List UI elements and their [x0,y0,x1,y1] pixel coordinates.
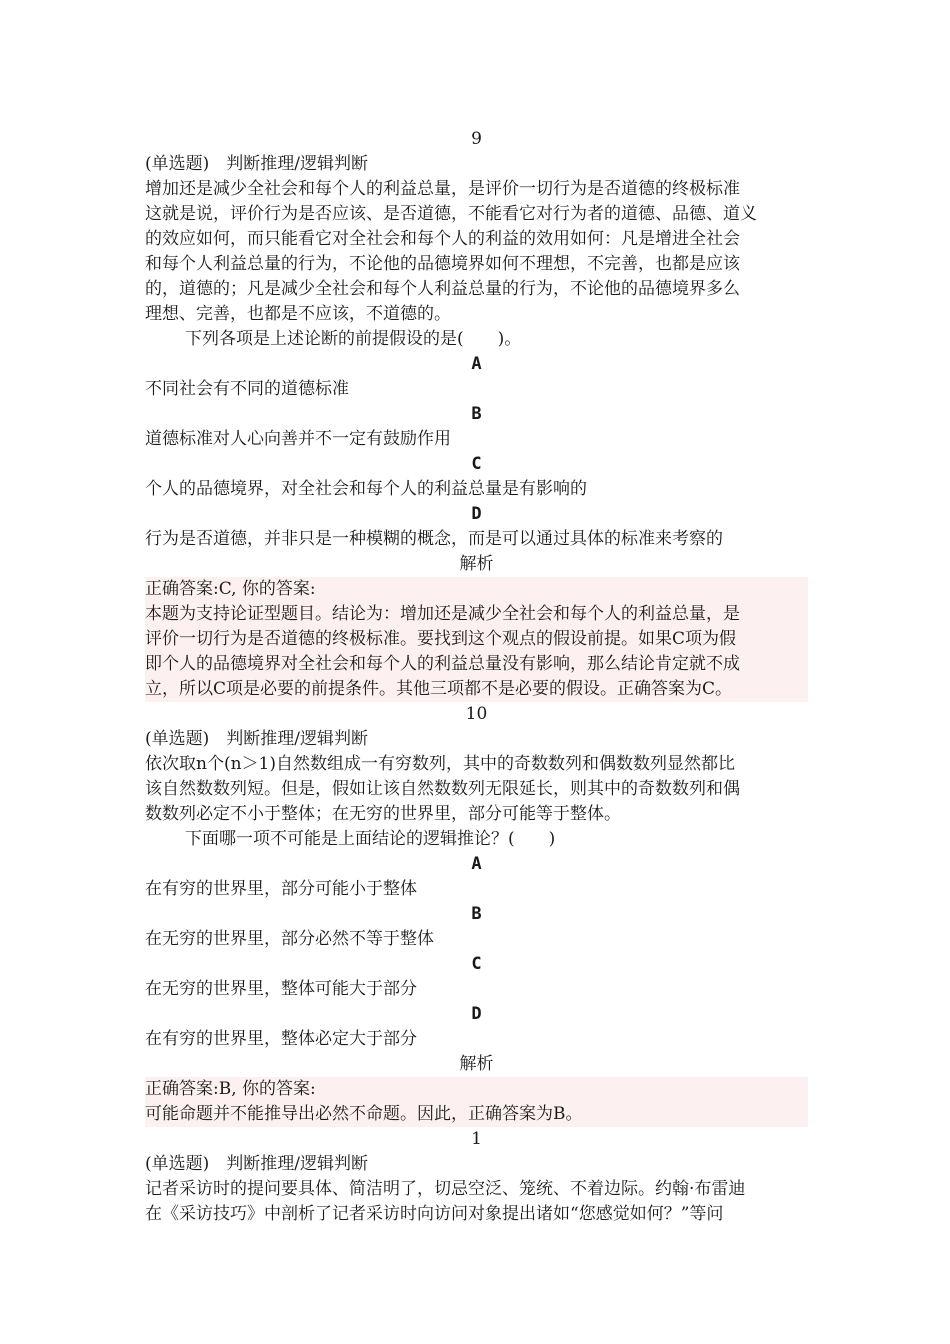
question-type: (单选题) 判断推理/逻辑判断 [145,154,368,174]
stem-line: 这就是说，评价行为是否应该、是否道德，不能看它对行为者的道德、品德、道义 [145,204,757,224]
question-type: (单选题) 判断推理/逻辑判断 [145,1154,368,1174]
option-text[interactable]: 在无穷的世界里，整体可能大于部分 [145,979,417,999]
stem-line: 依次取n个(n＞1)自然数组成一有穷数列，其中的奇数数列和偶数数列显然都比 [145,754,735,774]
analysis-label: 解析 [459,1054,494,1074]
stem-line: 数数列必定不小于整体；在无穷的世界里，部分可能等于整体。 [145,804,621,824]
option-letter[interactable]: C [471,454,482,474]
question-stem [145,177,808,327]
question-stem [145,1177,808,1227]
explanation-line: 即个人的品德境界对全社会和每个人的利益总量没有影响，那么结论肯定就不成 [145,654,740,674]
question-number: 10 [465,704,488,724]
question-block [145,127,808,702]
question-block [145,1127,808,1227]
stem-line: 和每个人利益总量的行为，不论他的品德境界如何不理想，不完善，也都是应该 [145,254,740,274]
analysis-label: 解析 [459,554,494,574]
explanation-line: 评价一切行为是否道德的终极标准。要找到这个观点的假设前提。如果C项为假 [145,629,737,649]
option-text[interactable]: 道德标准对人心向善并不一定有鼓励作用 [145,429,451,449]
option-letter[interactable]: C [471,954,482,974]
stem-line: 增加还是减少全社会和每个人的利益总量，是评价一切行为是否道德的终极标准 [145,179,740,199]
option-letter[interactable]: D [471,1004,482,1024]
explanation-line: 立，所以C项是必要的前提条件。其他三项都不是必要的假设。正确答案为C。 [145,679,733,699]
option-letter[interactable]: B [471,404,482,424]
question-prompt: 下面哪一项不可能是上面结论的逻辑推论？( ) [185,829,556,849]
option-text[interactable]: 在有穷的世界里，整体必定大于部分 [145,1029,417,1049]
option-letter[interactable]: D [471,504,482,524]
stem-line: 记者采访时的提问要具体、简洁明了，切忌空泛、笼统、不着边际。约翰·布雷迪 [145,1179,746,1199]
explanation-line: 可能命题并不能推导出必然不命题。因此，正确答案为B。 [145,1104,583,1124]
stem-line: 该自然数数列短。但是，假如让该自然数数列无限延长，则其中的奇数数列和偶 [145,779,740,799]
option-text[interactable]: 不同社会有不同的道德标准 [145,379,349,399]
question-number: 1 [471,1129,482,1149]
stem-line: 在《采访技巧》中剖析了记者采访时向访问对象提出诸如“您感觉如何？”等问 [145,1204,724,1224]
question-prompt: 下列各项是上述论断的前提假设的是( )。 [185,329,522,349]
option-text[interactable]: 个人的品德境界，对全社会和每个人的利益总量是有影响的 [145,479,587,499]
option-text[interactable]: 在无穷的世界里，部分必然不等于整体 [145,929,434,949]
answer-box [145,1077,808,1127]
option-letter[interactable]: A [471,854,482,874]
question-block [145,702,808,1127]
option-text[interactable]: 行为是否道德，并非只是一种模糊的概念，而是可以通过具体的标准来考察的 [145,529,723,549]
correct-answer: 正确答案:C, 你的答案: [145,579,316,599]
option-letter[interactable]: A [471,354,482,374]
question-type: (单选题) 判断推理/逻辑判断 [145,729,368,749]
correct-answer: 正确答案:B, 你的答案: [145,1079,316,1099]
answer-box [145,577,808,702]
question-stem [145,752,808,827]
option-text[interactable]: 在有穷的世界里，部分可能小于整体 [145,879,417,899]
stem-line: 理想、完善，也都是不应该，不道德的。 [145,304,451,324]
option-letter[interactable]: B [471,904,482,924]
question-number: 9 [471,129,482,149]
stem-line: 的效应如何，而只能看它对全社会和每个人的利益的效用如何：凡是增进全社会 [145,229,740,249]
explanation-line: 本题为支持论证型题目。结论为：增加还是减少全社会和每个人的利益总量，是 [145,604,740,624]
document-page [145,127,808,1227]
stem-line: 的，道德的；凡是减少全社会和每个人利益总量的行为，不论他的品德境界多么 [145,279,740,299]
